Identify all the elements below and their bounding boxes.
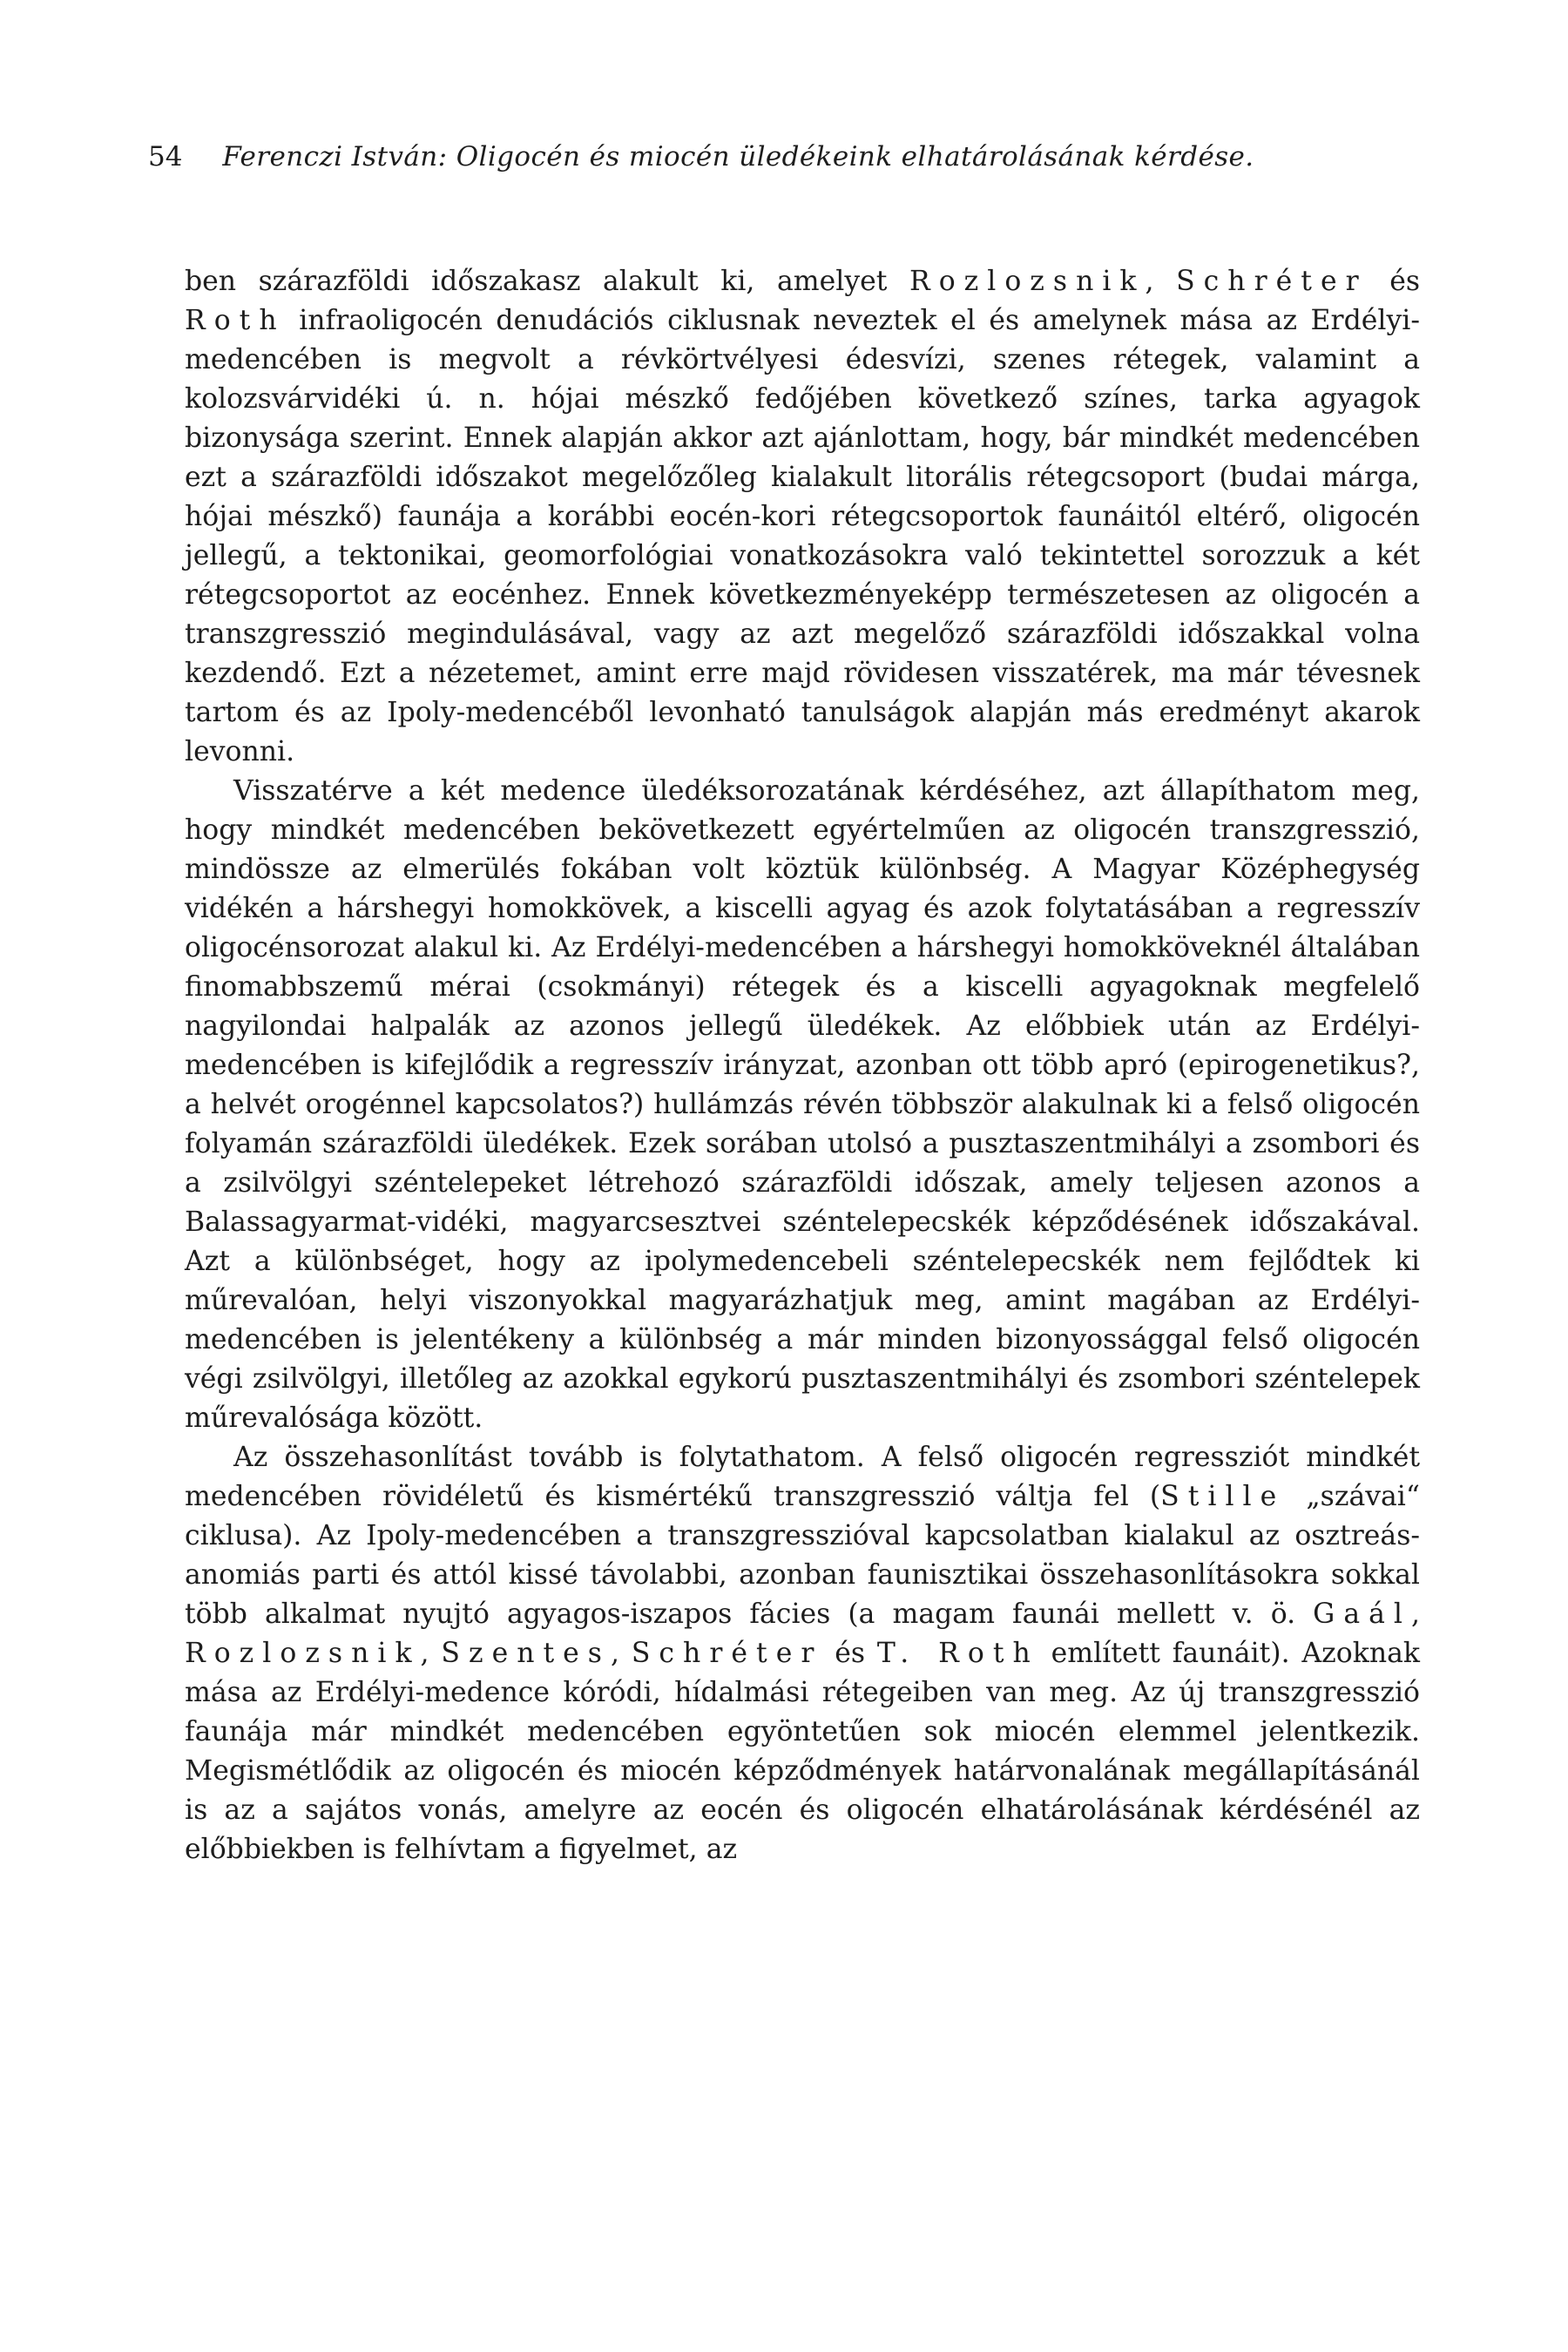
text-run: és <box>822 1638 877 1669</box>
running-head <box>148 139 1420 174</box>
text-run: , <box>420 1638 442 1669</box>
text-run: Az összehasonlítást tovább is folytathatom. A felső oligocén regressziót mindkét medencében rövidéletű és kismértékű transzgresszió váltja fel ( <box>185 1442 1420 1512</box>
text-run: infraoligocén denudációs ciklusnak neveztek el és amelynek mása az Erdélyi-medencében is megvolt a révkörtvélyesi édesvízi, szenes rétegek, valamint a kolozsvárvidéki ú. n. hójai mészkő fedőjében következő színes, tarka agyagok bizonysága szerint. Ennek alapján akkor azt ajánlottam, hogy, bár mindkét medencében ezt a szárazföldi időszakot megelőzőleg kialakult litorális rétegcsoport (budai márga, hójai mészkő) faunája a korábbi eocén-kori rétegcsoportok faunáitól eltérő, oligocén jellegű, a tektonikai, geomorfológiai vonatkozásokra való tekintettel sorozzuk a két rétegcsoportot az eocénhez. Ennek következményeképp természetesen az oligocén a transzgresszió megindulásával, vagy az azt megelőző szárazföldi időszakkal volna kezdendő. Ezt a nézetemet, amint erre majd rövidesen visszatérek, ma már tévesnek tartom és az Ipoly-medencéből levonható tanulságok alapján más eredményt akarok levonni. <box>185 305 1420 767</box>
author-name: Gaál <box>1313 1598 1411 1630</box>
body-text <box>185 262 1420 1869</box>
author-name: Schréter <box>631 1638 823 1669</box>
text-run: , <box>1410 1598 1420 1630</box>
page-number: 54 <box>148 141 183 172</box>
running-title: Ferenczi István: Oligocén és miocén üledékeink elhatárolásának kérdése. <box>222 141 1254 172</box>
author-name: Roth <box>185 305 286 336</box>
text-run: Visszatérve a két medence üledéksorozatának kérdéséhez, azt állapíthatom meg, hogy mindkét medencében bekövetkezett egyértelműen az oligocén transzgresszió, mindössze az elmerülés fokában volt köztük különbség. A Magyar Középhegység vidékén a hárshegyi homokkövek, a kiscelli agyag és azok folytatásában a regresszív oligocénsorozat alakul ki. Az Erdélyi-medencében a hárshegyi homokköveknél általában finomabbszemű mérai (csokmányi) rétegek és a kiscelli agyagoknak megfelelő nagyilondai halpalák az azonos jellegű üledékek. Az előbbiek után az Erdélyi-medencében is kifejlődik a regresszív irányzat, azonban ott több apró (epirogenetikus?, a helvét orogénnel kapcsolatos?) hullámzás révén többször alakulnak ki a felső oligocén folyamán szárazföldi üledékek. Ezek sorában utolsó a pusztaszentmihályi a zsombori és a zsilvölgyi széntelepeket létrehozó szárazföldi időszak, amely teljesen azonos a Balassagyarmat-vidéki, magyarcsesztvei széntelepecskék képződésének időszakával. Azt a különbséget, hogy az ipolymedencebeli széntelepecskék nem fejlődtek ki műrevalóan, helyi viszonyokkal magyarázhatjuk meg, amint magában az Erdélyi-medencében is jelentékeny a különbség a már minden bizonyossággal felső oligocén végi zsilvölgyi, illetőleg az azokkal egykorú pusztaszentmihályi és zsombori széntelepek műrevalósága között. <box>185 775 1420 1434</box>
text-run: és <box>1367 266 1420 297</box>
paragraph <box>185 772 1420 1438</box>
text-run: említett faunáit). Azoknak mása az Erdélyi-medence kóródi, hídalmási rétegeiben van meg. Az új transzgresszió faunája már mindkét medencében egyöntetűen sok miocén elemmel jelentkezik. Megismétlődik az oligocén és miocén képződmények határvonalának megállapításánál is az a sajátos vonás, amelyre az eocén és oligocén elhatárolásának kérdésénél az előbbiekben is felhívtam a figyelmet, az <box>185 1638 1420 1865</box>
text-run: , <box>1145 266 1177 297</box>
author-name: Szentes <box>441 1638 611 1669</box>
author-name: T. Roth <box>876 1638 1039 1669</box>
text-run: ben szárazföldi időszakasz alakult ki, amelyet <box>185 266 909 297</box>
author-name: Schréter <box>1176 266 1368 297</box>
paragraph <box>185 1438 1420 1869</box>
text-run: , <box>610 1638 632 1669</box>
author-name: Rozlozsnik <box>185 1638 421 1669</box>
paragraph <box>185 262 1420 772</box>
author-name: Stille <box>1160 1481 1286 1512</box>
author-name: Rozlozsnik <box>909 266 1146 297</box>
text-run: „szávai“ ciklusa). Az Ipoly-medencében a transzgresszióval kapcsolatban kialakul az osztreás-anomiás parti és attól kissé távolabbi, azonban faunisztikai összehasonlításokra sokkal több alkalmat nyujtó agyagos-iszapos fácies (a magam faunái mellett v. ö. <box>185 1481 1420 1630</box>
